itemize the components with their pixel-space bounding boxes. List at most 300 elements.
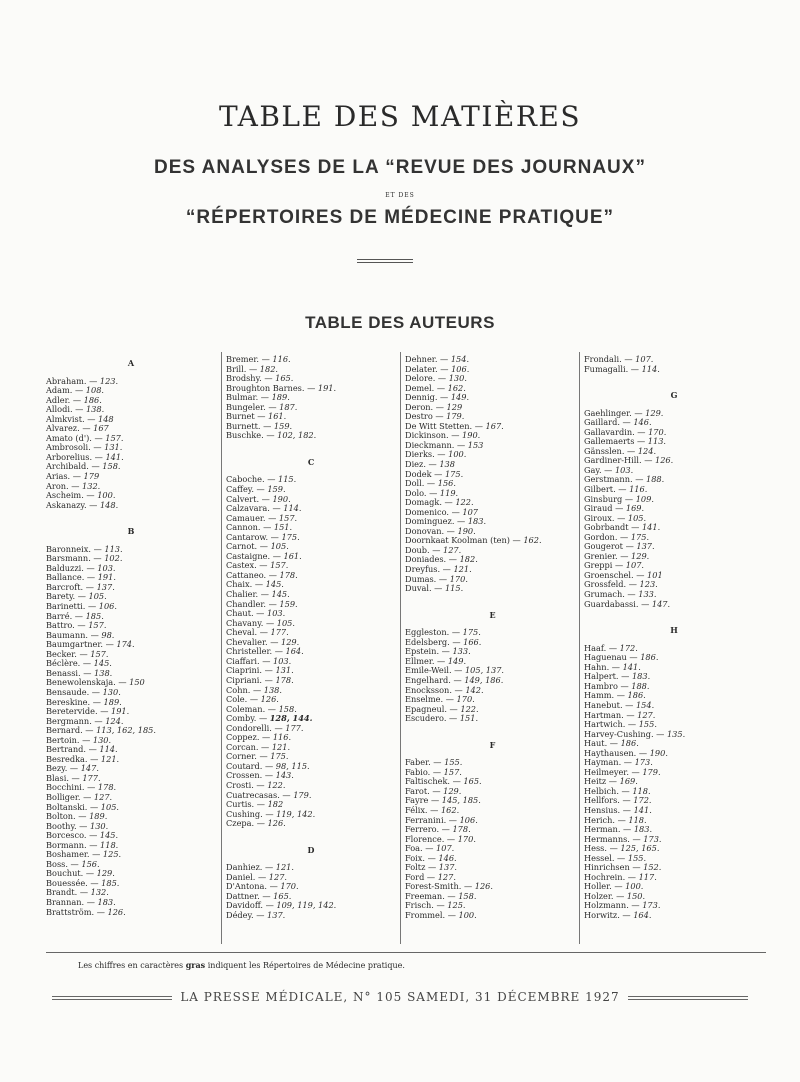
page-numbers: 121. [275, 862, 294, 873]
page-numbers: 106. [459, 814, 478, 825]
author-name: Foa. — [405, 843, 437, 854]
author-entry [226, 911, 396, 921]
page-numbers: 145, 185. [441, 795, 481, 806]
page-numbers: 103. [266, 608, 286, 619]
author-name: Hartwich. — [584, 719, 639, 730]
author-name: Escudero. — [405, 713, 460, 724]
author-name: Hamm. — [584, 690, 628, 701]
spacer [226, 829, 396, 842]
author-name: Gilbert. — [584, 484, 630, 495]
author-name: Bungeler. — [226, 401, 280, 412]
page-numbers: 190. [649, 747, 668, 758]
page-title: TABLE DES MATIÈRES [218, 100, 582, 133]
page-numbers: 100. [625, 881, 644, 892]
page-numbers: 177. [285, 722, 304, 733]
page-numbers: 98, 115. [275, 760, 310, 771]
page-numbers: 159. [273, 420, 293, 431]
page-numbers: 155. [627, 852, 647, 863]
author-name: Camauer. — [226, 512, 279, 523]
author-name: Chalier. — [226, 589, 272, 600]
page-numbers: 103. [97, 562, 116, 573]
page-numbers: 169. [625, 503, 645, 514]
author-name: Gaillard. — [584, 417, 634, 428]
author-name: Bezy. — [46, 763, 81, 774]
author-name: Castaigne. — [226, 550, 284, 561]
page-numbers: 191. [317, 382, 337, 393]
author-name: Demel. — [405, 382, 448, 393]
page-numbers: 186. [83, 394, 102, 405]
author-name: Gardiner-Hill. — [584, 455, 655, 466]
page-numbers: 105. [276, 617, 295, 628]
author-name: Balduzzi. — [46, 562, 98, 573]
page-numbers: 141. [641, 522, 661, 533]
page-numbers: 100. [458, 909, 477, 920]
author-name: Barcroft. — [46, 581, 97, 592]
page-numbers: 190. [457, 525, 476, 536]
page-numbers: 107. [625, 560, 645, 571]
page-numbers: 185. [101, 877, 120, 888]
column-divider [400, 352, 401, 944]
page-numbers: 103. [273, 655, 292, 666]
author-name: Coppez. — [226, 732, 273, 743]
page-numbers: 178. [452, 824, 471, 835]
spacer [405, 594, 580, 607]
page-numbers: 161. [268, 411, 287, 422]
author-name: Faltischek. — [405, 776, 464, 787]
page-numbers: 102. [104, 553, 123, 564]
page-numbers: 107 [462, 506, 479, 517]
author-name: Doniades. — [405, 554, 460, 565]
author-name: Chaut. — [226, 608, 267, 619]
page-numbers: 98. [101, 629, 115, 640]
author-name: Cole. — [226, 694, 261, 705]
author-name: Cattaneo. — [226, 569, 280, 580]
index-column-4 [584, 355, 764, 921]
page-numbers: 129. [631, 550, 650, 561]
author-name: Ciaprini. — [226, 665, 276, 676]
index-column-1 [46, 355, 216, 917]
page-numbers: 149. [447, 655, 467, 666]
page-numbers: 121. [100, 753, 120, 764]
author-name: Becker. — [46, 648, 91, 659]
page-numbers: 146. [633, 417, 652, 428]
spacer [46, 510, 216, 523]
author-name: Cushing. — [226, 808, 277, 819]
footnote-pre: Les chiffres en caractères [78, 961, 186, 970]
author-name: Bernard. — [46, 725, 97, 736]
page-numbers: 126. [107, 906, 126, 917]
page-numbers: 151. [273, 522, 293, 533]
page-numbers: 183. [467, 516, 487, 527]
author-name: Battro. — [46, 620, 89, 631]
author-name: Bertoin. — [46, 734, 93, 745]
page-numbers: 183. [97, 896, 116, 907]
letter-heading: C [307, 456, 315, 467]
author-name: Burnet — [226, 411, 269, 422]
page-numbers: 178. [279, 569, 298, 580]
page-numbers: 191. [97, 572, 116, 583]
page-numbers: 125, 165. [620, 843, 660, 854]
subtitle-et-des: ET DES [385, 192, 415, 199]
page-numbers: 183. [631, 671, 651, 682]
page-numbers: 175. [281, 531, 300, 542]
page-numbers: 179. [446, 411, 465, 422]
page-numbers: 170. [449, 573, 468, 584]
page-numbers: 145. [99, 830, 119, 841]
page-numbers: 157. [270, 560, 289, 571]
author-name: Guardabassi. — [584, 598, 652, 609]
author-name: Adler. — [46, 394, 84, 405]
page-numbers: 124. [637, 445, 657, 456]
author-name: Curtis. — [226, 799, 268, 810]
page-numbers: 106. [451, 363, 470, 374]
author-name: Frommel. — [405, 909, 459, 920]
author-name: Chaix. — [226, 579, 266, 590]
author-name: Deron. — [405, 401, 447, 412]
author-name: Dédey. — [226, 909, 268, 920]
author-name: Carnot. — [226, 541, 271, 552]
author-name: Hellfors. — [584, 795, 634, 806]
page-numbers: 116. [272, 354, 291, 364]
page-numbers: 138 [439, 459, 455, 470]
section-title: TABLE DES AUTEURS [305, 313, 495, 332]
page-numbers: 148. [99, 499, 119, 510]
subtitle-analyses: DES ANALYSES DE LA “REVUE DES JOURNAUX” [154, 157, 646, 178]
author-name: Emile-Weil. — [405, 665, 465, 676]
page-numbers: 150 [129, 677, 145, 688]
page-numbers: 116. [629, 484, 648, 495]
author-name: Bremer. — [226, 354, 273, 364]
page-numbers: 105. [100, 801, 120, 812]
author-name: Daniel. — [226, 871, 269, 882]
page-numbers: 121. [271, 741, 291, 752]
author-name: Askanazy. — [46, 499, 100, 510]
page-numbers: 170. [457, 833, 476, 844]
author-name: Dreyfus. — [405, 564, 454, 575]
author-name: Chandler. — [226, 598, 280, 609]
page-numbers: 145. [93, 658, 112, 669]
author-name: Arborelius. — [46, 451, 106, 462]
author-name: Grenier. — [584, 550, 632, 561]
author-name: Alvarez. — [46, 423, 94, 434]
author-name: Holzer. — [584, 890, 627, 901]
page-numbers: 172. [619, 642, 638, 653]
page-numbers: 186. [627, 690, 646, 701]
author-name: Bormann. — [46, 839, 101, 850]
masthead [0, 990, 800, 1004]
author-name: Bulmar. — [226, 392, 272, 403]
page-numbers: 137. [96, 581, 115, 592]
author-name: Danhiez. — [226, 862, 276, 873]
page-numbers: 106. [98, 601, 117, 612]
page-numbers: 161. [283, 550, 302, 561]
author-name: Dieckmann. — [405, 439, 468, 450]
author-name: Buschke. — [226, 430, 278, 441]
author-name: Harvey-Cushing. — [584, 728, 667, 739]
page-numbers: 131. [104, 442, 123, 453]
page-numbers: 153 [467, 439, 484, 450]
spacer [584, 374, 764, 387]
page-numbers: 145. [271, 589, 290, 600]
page-numbers: 138. [263, 684, 282, 695]
author-name: Boltanski. — [46, 801, 101, 812]
page-numbers: 138. [94, 667, 113, 678]
page-numbers: 124. [105, 715, 124, 726]
author-name: Dierks. — [405, 449, 449, 460]
author-name: Domenico. — [405, 506, 463, 517]
page-numbers: 132. [82, 480, 101, 491]
page-numbers: 157. [278, 512, 298, 523]
author-name: Besredka. — [46, 753, 101, 764]
author-entry [405, 911, 580, 921]
author-name: Bolliger. — [46, 791, 94, 802]
author-name: Arias. — [46, 471, 84, 482]
author-name: Gougerot — [584, 541, 637, 552]
page-numbers: 109, 119, 142. [276, 900, 337, 911]
page-numbers: 126. [474, 881, 493, 892]
author-name: Hensius. — [584, 804, 634, 815]
letter-heading: H [670, 625, 678, 636]
page-numbers: 170. [280, 881, 299, 892]
author-name: Chevalier. — [226, 636, 281, 647]
page-numbers: 182 [267, 799, 284, 810]
letter-heading: F [489, 739, 496, 750]
page-numbers: 122. [460, 703, 479, 714]
author-name: Dolo. — [405, 487, 440, 498]
author-name: Heitz — [584, 776, 620, 787]
page-numbers: 157. [443, 766, 462, 777]
page-numbers: 188. [631, 680, 650, 691]
author-name: Chavany. — [226, 617, 277, 628]
page-numbers: 113. [104, 543, 123, 554]
author-name: Hanebut. — [584, 699, 636, 710]
author-name: Boss. — [46, 858, 82, 869]
page-numbers: 122. [267, 779, 286, 790]
page-numbers: 151. [459, 713, 479, 724]
author-name: Holler. — [584, 881, 626, 892]
author-name: Barsmann. — [46, 553, 105, 564]
author-name: Gobrbandt — [584, 522, 642, 533]
author-entry [226, 819, 396, 829]
page-numbers: 189. [271, 392, 290, 403]
author-name: Brodshy. — [226, 373, 276, 384]
page-numbers: 186. [620, 738, 639, 749]
author-name: Brandt. — [46, 887, 91, 898]
masthead-text: LA PRESSE MÉDICALE, N° 105 SAMEDI, 31 DÉCEMBRE 1927 [180, 990, 620, 1004]
footnote-bold: gras [185, 960, 206, 970]
author-name: Benewolenskaja. — [46, 677, 130, 688]
page-numbers: 141. [633, 804, 652, 815]
page-numbers: 147. [80, 763, 99, 774]
page-numbers: 172. [633, 795, 652, 806]
page-numbers: 126. [260, 694, 279, 705]
author-name: Comby. — [226, 713, 270, 724]
page-numbers: 108. [85, 385, 105, 396]
page-numbers: 157. [88, 620, 107, 631]
author-name: Broughton Barnes. — [226, 382, 318, 393]
author-name: Hermanns. — [584, 833, 644, 844]
page-numbers: 149. [450, 392, 470, 403]
author-name: Cannon. — [226, 522, 274, 533]
page-numbers: 129. [96, 868, 115, 879]
page-numbers: 179 [83, 471, 100, 482]
author-name: Ambrosoli. — [46, 442, 105, 453]
page-numbers: 105, 137. [464, 665, 505, 676]
author-name: Brattström. — [46, 906, 108, 917]
author-name: Forest-Smith. — [405, 881, 475, 892]
author-name: Béclère. — [46, 658, 94, 669]
page-numbers: 130. [102, 686, 121, 697]
author-name: Ferrero. — [405, 824, 453, 835]
page-numbers: 119. [439, 487, 459, 498]
author-name: Bouessée. — [46, 877, 102, 888]
author-name: Enocksson. — [405, 684, 466, 695]
page-numbers: 165. [463, 776, 482, 787]
page-numbers: 189. [89, 811, 108, 822]
author-name: De Witt Stetten. — [405, 420, 486, 431]
author-name: Baumgartner. — [46, 639, 117, 650]
page-numbers: 123. [639, 579, 658, 590]
author-name: Duval. — [405, 583, 445, 594]
index-column-2 [226, 355, 396, 921]
page-numbers: 164. [633, 909, 652, 920]
author-name: Ascheim. — [46, 490, 98, 501]
page-numbers: 169. [619, 776, 638, 787]
author-name: Doll. — [405, 478, 438, 489]
page-numbers: 133. [452, 646, 471, 657]
author-name: Groenschel. — [584, 569, 648, 580]
author-name: Diez. — [405, 459, 440, 470]
page-numbers: 190. [462, 430, 481, 441]
author-name: Corner. — [226, 751, 271, 762]
masthead-rule-left [52, 996, 172, 1000]
author-name: Hessel. — [584, 852, 628, 863]
author-name: Dodek — [405, 468, 445, 479]
author-name: Engelhard. — [405, 674, 465, 685]
page-numbers: 179. [293, 789, 312, 800]
author-name: Gay. — [584, 464, 615, 475]
author-name: Freeman. — [405, 890, 459, 901]
page-numbers: 129. [443, 785, 462, 796]
spacer [405, 724, 580, 737]
author-name: Allodi. — [46, 404, 86, 415]
page-numbers: 116. [272, 732, 292, 743]
author-name: Ellmer. — [405, 655, 448, 666]
page-numbers: 129 [446, 401, 463, 412]
author-name: Almkvist. — [46, 413, 98, 424]
page-numbers: 173. [642, 900, 661, 911]
page-numbers: 128, 144. [269, 713, 313, 724]
author-name: Blasi. — [46, 772, 83, 783]
author-name: Davidoff. — [226, 900, 277, 911]
page-numbers: 141. [622, 661, 641, 672]
author-entry [584, 911, 764, 921]
page-numbers: 162. [447, 382, 466, 393]
page-numbers: 182. [459, 554, 478, 565]
page-numbers: 173. [634, 757, 653, 768]
author-name: Corcan. — [226, 741, 272, 752]
author-name: Amato (d'). — [46, 432, 106, 443]
page-numbers: 126. [655, 455, 674, 466]
page-numbers: 135. [666, 728, 686, 739]
author-name: Foltz — [405, 862, 439, 873]
page-numbers: 143. [275, 770, 294, 781]
author-name: Fayre — [405, 795, 442, 806]
author-name: Cantarow. — [226, 531, 282, 542]
page-numbers: 175. [462, 627, 481, 638]
page-numbers: 155. [638, 719, 657, 730]
page-numbers: 159. [279, 598, 298, 609]
author-name: Dennig. — [405, 392, 451, 403]
page-numbers: 127. [637, 709, 656, 720]
author-name: Haythausen. — [584, 747, 650, 758]
author-name: Crossen. — [226, 770, 276, 781]
page-numbers: 173. [643, 833, 662, 844]
page-numbers: 185. [85, 610, 104, 621]
page-numbers: 115. [278, 474, 297, 485]
page-numbers: 174. [116, 639, 135, 650]
author-name: Calzavara. — [226, 503, 284, 514]
author-name: Coleman. — [226, 703, 279, 714]
author-name: Epstein. — [405, 646, 453, 657]
page-numbers: 156. [437, 478, 456, 489]
author-name: Baumann. — [46, 629, 102, 640]
author-name: Doub. — [405, 544, 444, 555]
author-name: Dickinson. — [405, 430, 463, 441]
author-name: Ciaffari. — [226, 655, 273, 666]
page-numbers: 133. [638, 589, 657, 600]
author-name: Faber. — [405, 757, 445, 768]
author-name: Cipriani. — [226, 674, 276, 685]
author-name: Halpert. — [584, 671, 632, 682]
page-numbers: 130. [89, 820, 109, 831]
author-name: Herich. — [584, 814, 629, 825]
author-name: Hayman. — [584, 757, 635, 768]
page-numbers: 152. [643, 862, 662, 873]
page-numbers: 186. [640, 652, 659, 663]
page-numbers: 166. [463, 636, 482, 647]
page-numbers: 138. [85, 404, 105, 415]
author-name: Gerstmann. — [584, 474, 646, 485]
author-name: Ford — [405, 871, 438, 882]
letter-heading: D [307, 844, 315, 855]
subtitle-repertoires: “RÉPERTOIRES DE MÉDECINE PRATIQUE” [185, 207, 615, 228]
page-numbers: 177. [82, 772, 101, 783]
page-numbers: 164. [285, 646, 304, 657]
author-name: Grossfeld. — [584, 579, 640, 590]
author-name: Dattner. — [226, 890, 274, 901]
author-name: Haut. — [584, 738, 621, 749]
author-name: Farot. — [405, 785, 444, 796]
footnote-post: indiquent les Répertoires de Médecine pratique. [205, 961, 405, 970]
author-name: Hinrichsen — [584, 862, 644, 873]
page-numbers: 125. [447, 900, 466, 911]
author-name: Barinetti. — [46, 601, 99, 612]
author-name: Boothy. — [46, 820, 90, 831]
page-numbers: 123. [99, 375, 119, 386]
page-numbers: 178. [275, 674, 294, 685]
ornamental-rule [357, 259, 413, 263]
author-name: Dehner. — [405, 354, 451, 364]
author-name: Brill. — [226, 363, 260, 374]
page-numbers: 105. [88, 591, 107, 602]
letter-heading: A [127, 358, 135, 368]
author-name: Enselme. — [405, 694, 457, 705]
page-numbers: 118. [632, 785, 651, 796]
page-numbers: 175. [444, 468, 464, 479]
author-name: Haguenau — [584, 652, 641, 663]
column-divider [221, 352, 222, 944]
